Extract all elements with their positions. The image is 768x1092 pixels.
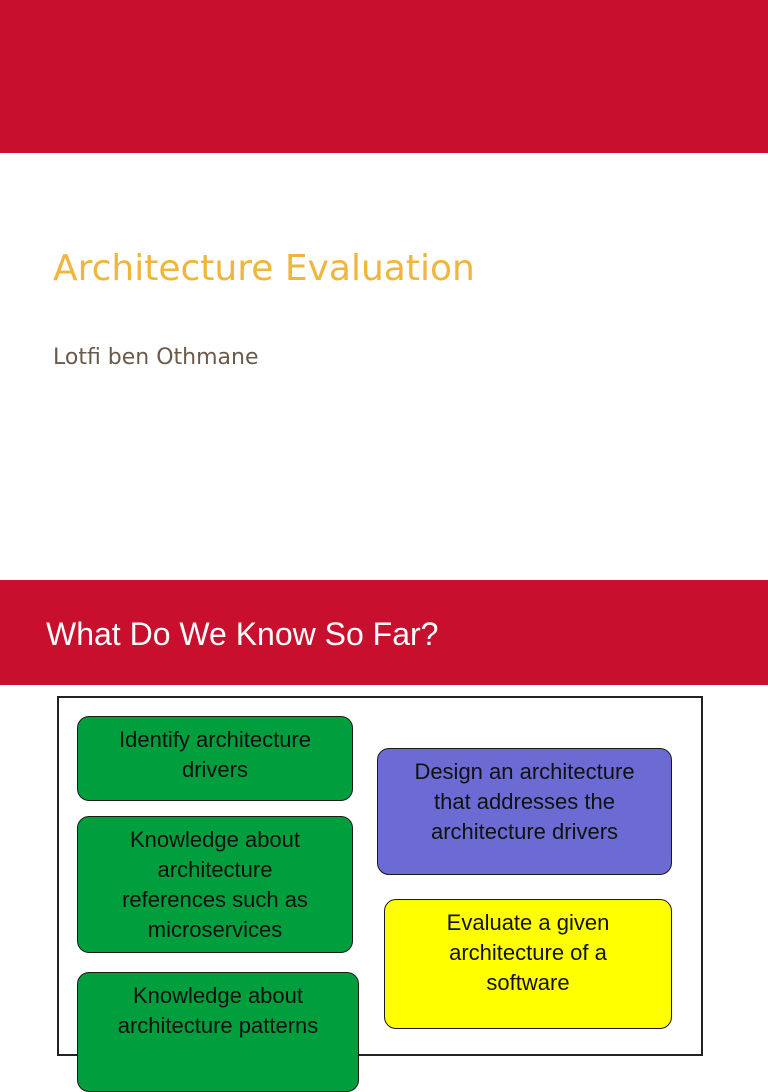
box-knowledge-references (77, 816, 353, 953)
box-label: Knowledge about architecture patterns (117, 983, 319, 1038)
box-label: Knowledge about architecture references such as microservices (122, 827, 308, 942)
box-label: Evaluate a given architecture of a software (446, 910, 610, 995)
box-knowledge-patterns (77, 972, 359, 1092)
content-slide-title: What Do We Know So Far? (46, 616, 439, 652)
box-design-architecture (377, 748, 672, 875)
content-slide (0, 580, 768, 1038)
box-identify-drivers (77, 716, 353, 801)
slide-title: Architecture Evaluation (53, 248, 475, 289)
header-band (0, 0, 768, 153)
box-label: Design an architecture that addresses the architecture drivers (414, 759, 635, 844)
box-label: Identify architecture drivers (119, 727, 311, 782)
slide-author: Lotfi ben Othmane (53, 345, 259, 370)
box-evaluate-architecture (384, 899, 672, 1029)
content-slide-header (0, 580, 768, 685)
